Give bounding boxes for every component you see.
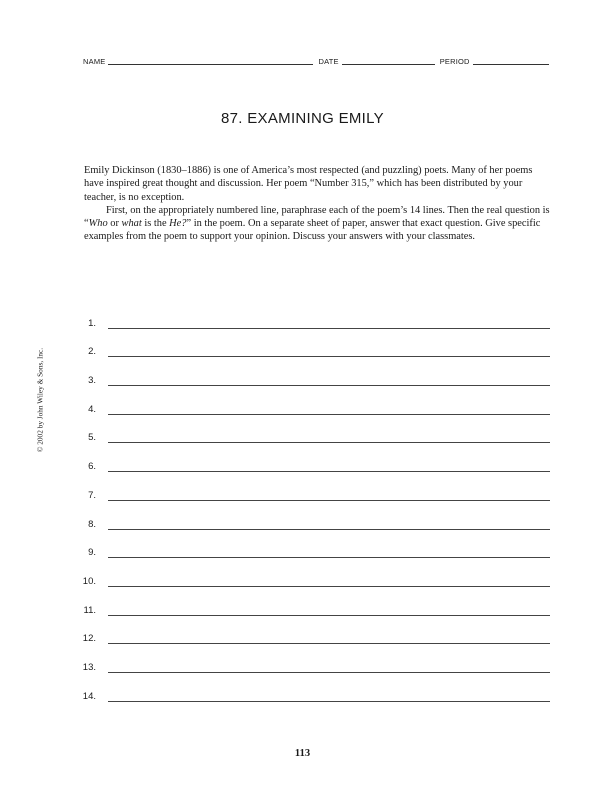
answer-line <box>76 475 550 504</box>
page-number: 113 <box>294 748 311 759</box>
instructions-paragraph: First, on the appropriately numbered line, paraphrase each of the poem’s 14 lines. Then the real question is “Who or what is the He?” in the poem. On a separate sheet of paper, answer that exact question. Give specific examples from the poem to support your opinion. Discuss your answers with your classmates. <box>84 204 550 243</box>
line-number: 13. <box>82 661 96 673</box>
answer-line <box>76 446 550 475</box>
answer-blank[interactable] <box>108 373 550 386</box>
answer-blank[interactable] <box>108 689 550 702</box>
answer-line <box>76 533 550 562</box>
line-number: 3. <box>88 375 96 387</box>
student-info-header <box>83 54 549 66</box>
answer-line <box>76 332 550 361</box>
line-number: 11. <box>83 604 96 616</box>
answer-line <box>76 647 550 676</box>
line-number: 6. <box>88 461 96 473</box>
answer-blank[interactable] <box>108 430 550 443</box>
date-blank[interactable] <box>342 56 435 65</box>
answer-blank[interactable] <box>108 459 550 472</box>
page-title: 87. EXAMINING EMILY <box>221 110 384 127</box>
answer-blank[interactable] <box>108 316 550 329</box>
line-number: 12. <box>82 633 96 645</box>
answer-line <box>76 303 550 332</box>
answer-blank[interactable] <box>108 660 550 673</box>
instructions <box>84 164 554 244</box>
name-blank[interactable] <box>108 56 313 65</box>
answer-line <box>76 418 550 447</box>
name-label: NAME <box>83 57 106 66</box>
answer-line <box>76 389 550 418</box>
answer-line <box>76 619 550 648</box>
answer-blank[interactable] <box>108 545 550 558</box>
copyright-notice: © 2002 by John Wiley & Sons, Inc. <box>35 347 45 453</box>
answer-blank[interactable] <box>108 402 550 415</box>
answer-blank[interactable] <box>108 603 550 616</box>
answer-line <box>76 504 550 533</box>
answer-blank[interactable] <box>108 488 550 501</box>
line-number: 7. <box>88 489 96 501</box>
period-blank[interactable] <box>473 56 549 65</box>
line-number: 8. <box>88 518 96 530</box>
date-label: DATE <box>318 57 339 66</box>
answer-lines <box>76 303 550 705</box>
answer-line <box>76 590 550 619</box>
line-number: 14. <box>82 690 96 702</box>
line-number: 1. <box>88 317 96 329</box>
answer-blank[interactable] <box>108 631 550 644</box>
answer-line <box>76 676 550 705</box>
line-number: 10. <box>82 575 96 587</box>
intro-paragraph: Emily Dickinson (1830–1886) is one of America’s most respected (and puzzling) poets. Many of her poems have inspired great thought and discussion. Her poem “Number 315,” which has been distributed by your teacher, is no exception. <box>84 165 533 203</box>
line-number: 2. <box>88 346 96 358</box>
answer-blank[interactable] <box>108 344 550 357</box>
answer-blank[interactable] <box>108 574 550 587</box>
line-number: 4. <box>88 403 96 415</box>
answer-line <box>76 360 550 389</box>
line-number: 9. <box>88 547 96 559</box>
answer-line <box>76 561 550 590</box>
answer-blank[interactable] <box>108 517 550 530</box>
line-number: 5. <box>88 432 96 444</box>
period-label: PERIOD <box>439 57 470 66</box>
